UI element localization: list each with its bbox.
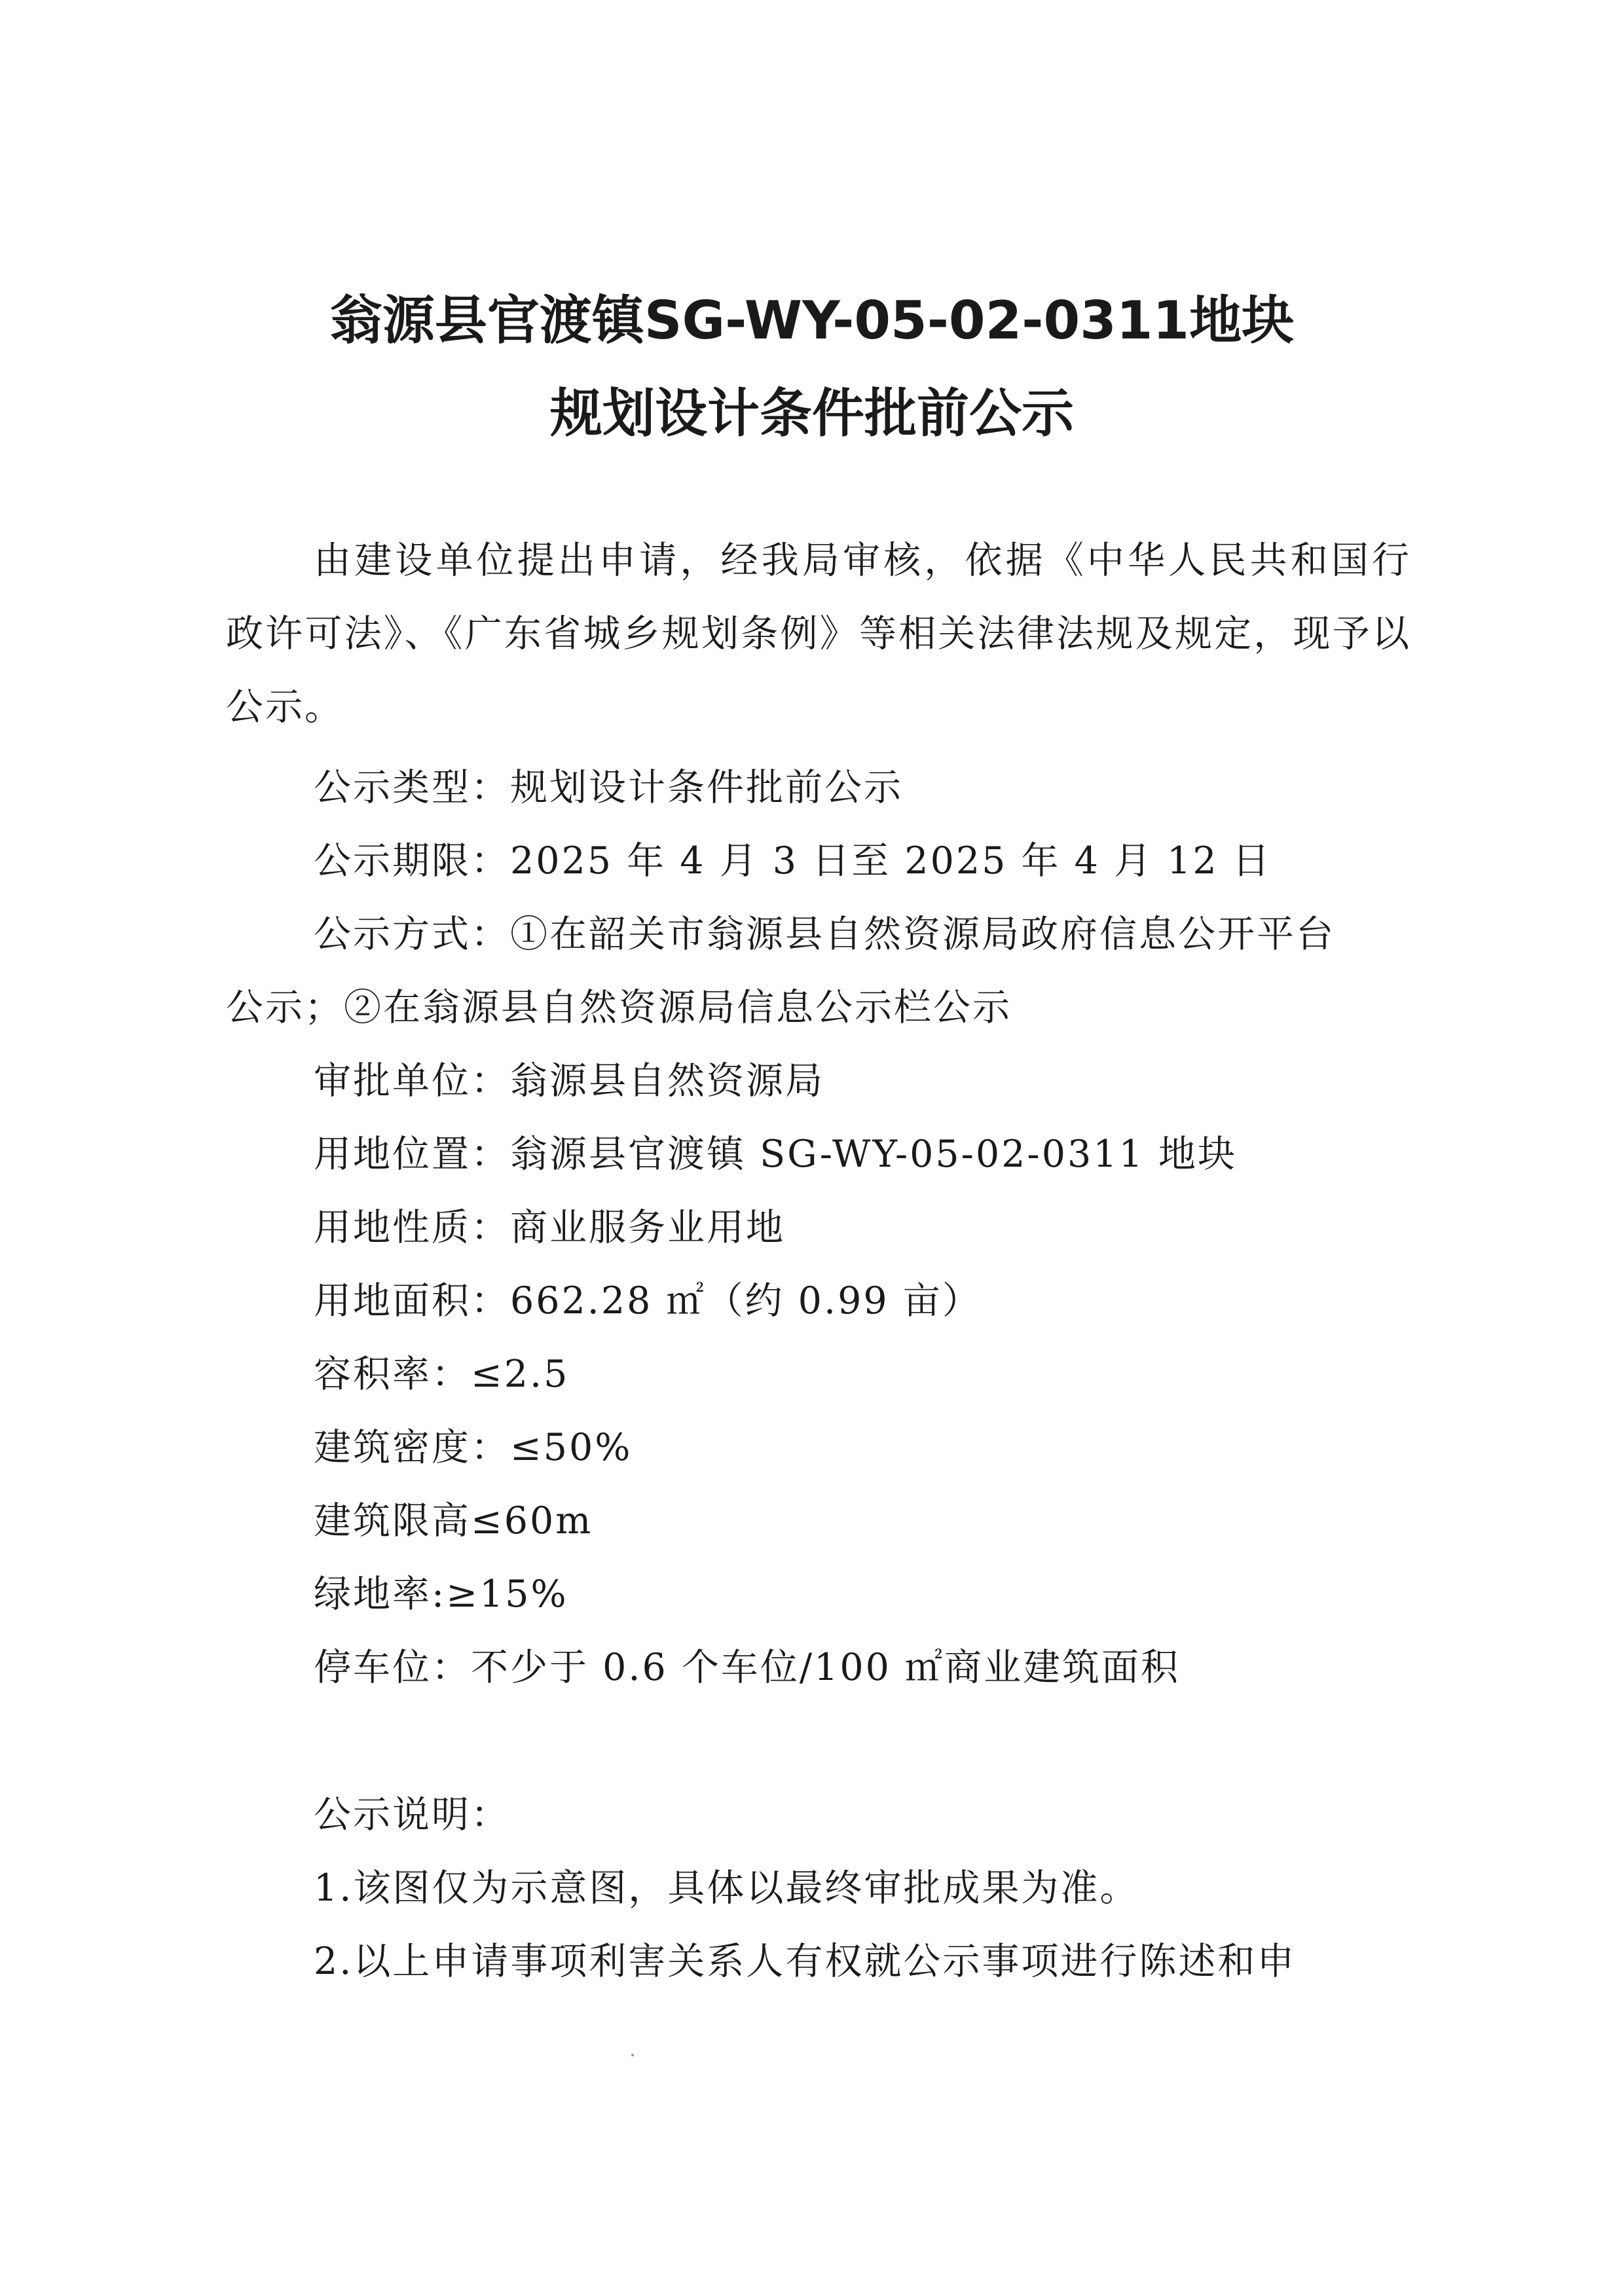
building-density: 建筑密度：≤50% (314, 1426, 633, 1469)
note-2: 2.以上申请事项利害关系人有权就公示事项进行陈述和申 (314, 1940, 1297, 1983)
document-title-line-1: 翁源县官渡镇SG-WY-05-02-0311地块 (329, 290, 1295, 351)
floor-area-ratio: 容积率：≤2.5 (314, 1353, 570, 1396)
land-area: 用地面积：662.28 ㎡（约 0.99 亩） (314, 1279, 982, 1322)
green-rate: 绿地率:≥15% (314, 1573, 568, 1616)
land-nature: 用地性质：商业服务业用地 (314, 1206, 785, 1249)
scan-speck (631, 2054, 634, 2056)
building-height-limit: 建筑限高≤60m (314, 1499, 593, 1542)
land-location: 用地位置：翁源县官渡镇 SG-WY-05-02-0311 地块 (314, 1133, 1237, 1176)
notice-method-line-1: 公示方式：①在韶关市翁源县自然资源局政府信息公开平台 (314, 913, 1335, 956)
parking-requirement: 停车位：不少于 0.6 个车位/100 ㎡商业建筑面积 (314, 1646, 1181, 1689)
approval-unit: 审批单位：翁源县自然资源局 (314, 1059, 824, 1102)
notes-heading: 公示说明： (314, 1793, 510, 1836)
document-title-line-2: 规划设计条件批前公示 (550, 383, 1074, 444)
note-1: 1.该图仅为示意图，具体以最终审批成果为准。 (314, 1867, 1139, 1910)
intro-paragraph: 由建设单位提出申请，经我局审核，依据《中华人民共和国行政许可法》、《广东省城乡规划条例》等相关法律法规及规定，现予以公示。 (226, 539, 1411, 729)
notice-method-line-2: 公示；②在翁源县自然资源局信息公示栏公示 (226, 986, 1012, 1029)
notice-type: 公示类型：规划设计条件批前公示 (314, 766, 903, 809)
notice-period: 公示期限：2025 年 4 月 3 日至 2025 年 4 月 12 日 (314, 839, 1272, 883)
